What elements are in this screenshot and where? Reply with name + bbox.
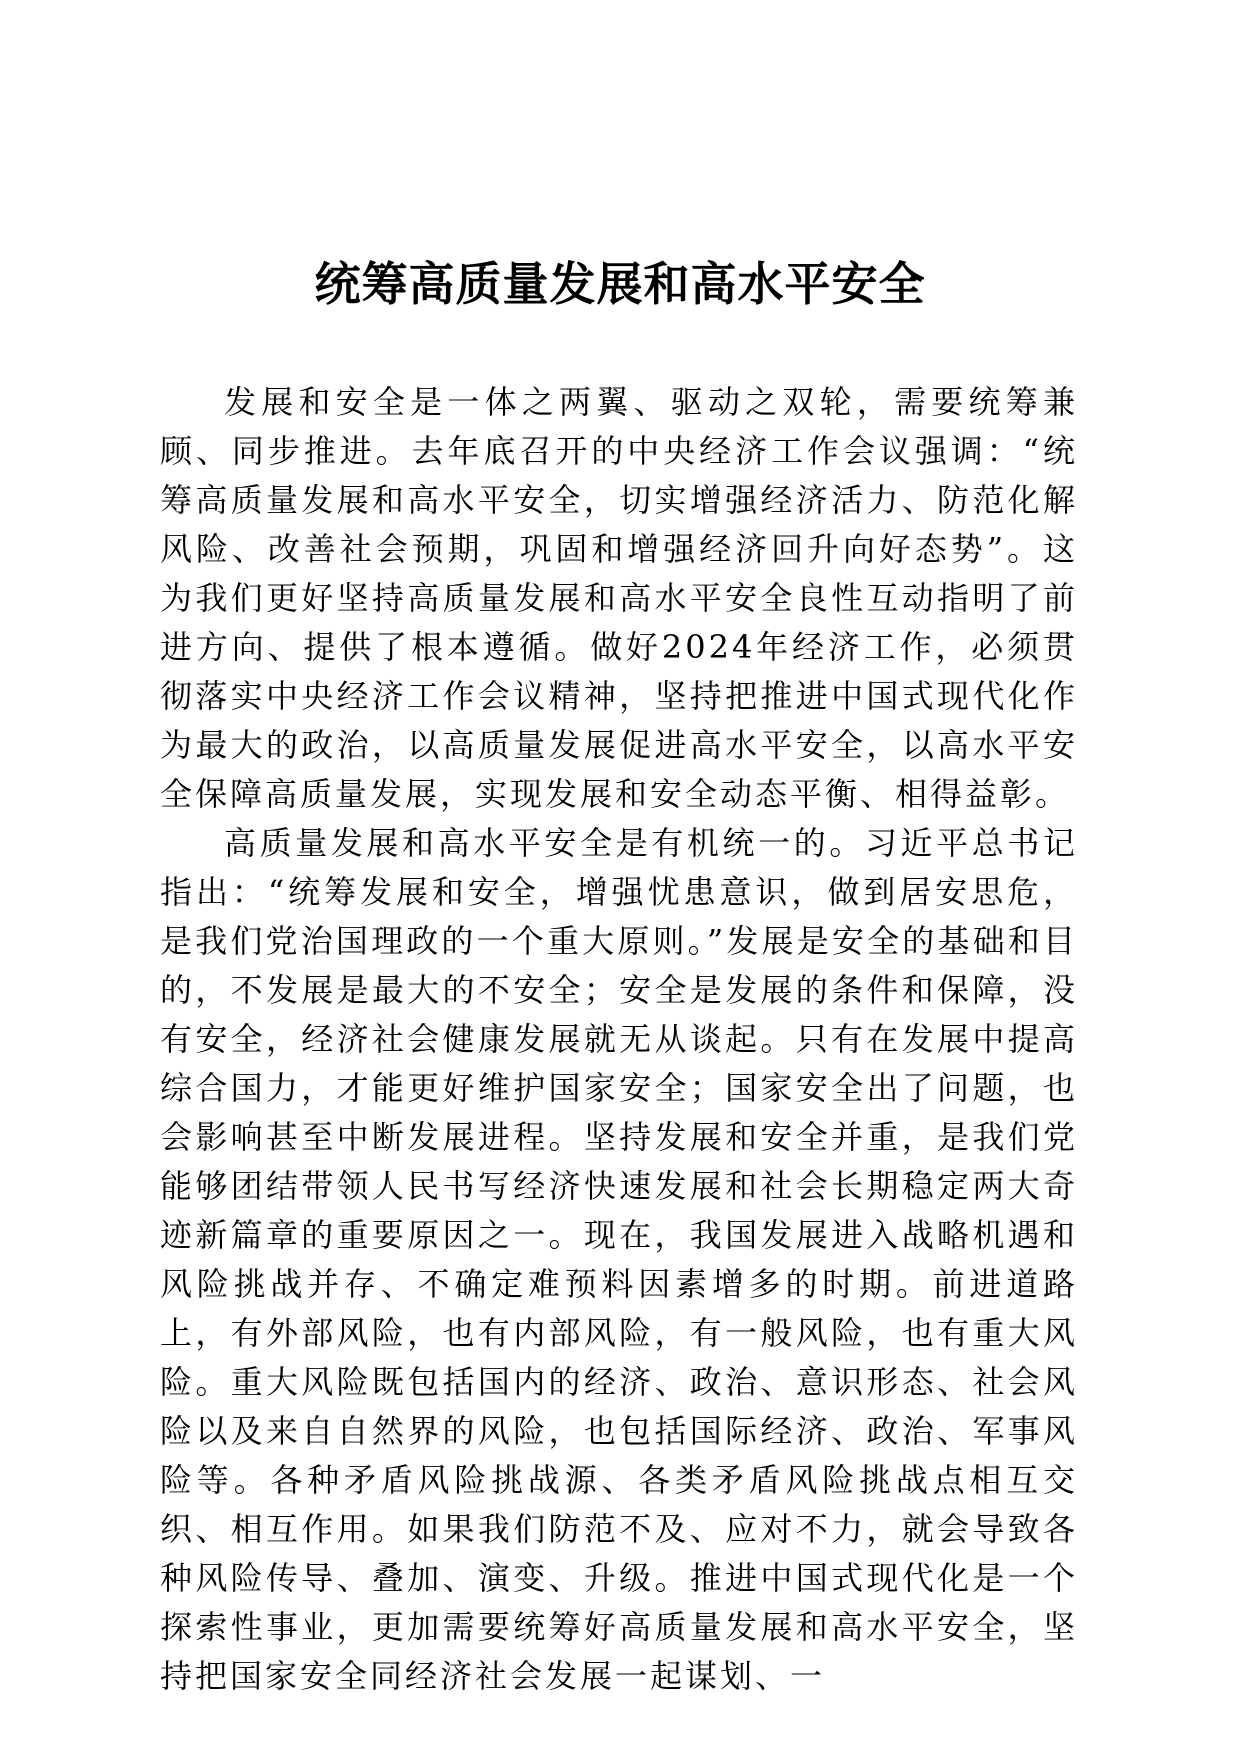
document-title: 统筹高质量发展和高水平安全 [314, 257, 926, 311]
document-body [160, 378, 1078, 1701]
paragraph-2: 高质量发展和高水平安全是有机统一的。习近平总书记指出：“统筹发展和安全，增强忧患意识，做到居安思危，是我们党治国理政的一个重大原则。”发展是安全的基础和目的，不发展是最大的不安全；安全是发展的条件和保障，没有安全，经济社会健康发展就无从谈起。只有在发展中提高综合国力，才能更好维护国家安全；国家安全出了问题，也会影响甚至中断发展进程。坚持发展和安全并重，是我们党能够团结带领人民书写经济快速发展和社会长期稳定两大奇迹新篇章的重要原因之一。现在，我国发展进入战略机遇和风险挑战并存、不确定难预料因素增多的时期。前进道路上，有外部风险，也有内部风险，有一般风险，也有重大风险。重大风险既包括国内的经济、政治、意识形态、社会风险以及来自自然界的风险，也包括国际经济、政治、军事风险等。各种矛盾风险挑战源、各类矛盾风险挑战点相互交织、相互作用。如果我们防范不及、应对不力，就会导致各种风险传导、叠加、演变、升级。推进中国式现代化是一个探索性事业，更加需要统筹好高质量发展和高水平安全，坚持把国家安全同经济社会发展一起谋划、一 [160, 824, 1078, 1695]
paragraph-1: 发展和安全是一体之两翼、驱动之双轮，需要统筹兼顾、同步推进。去年底召开的中央经济工作会议强调：“统筹高质量发展和高水平安全，切实增强经济活力、防范化解风险、改善社会预期，巩固和增强经济回升向好态势”。这为我们更好坚持高质量发展和高水平安全良性互动指明了前进方向、提供了根本遵循。做好2024年经济工作，必须贯彻落实中央经济工作会议精神，坚持把推进中国式现代化作为最大的政治，以高质量发展促进高水平安全，以高水平安全保障高质量发展，实现发展和安全动态平衡、相得益彰。 [160, 383, 1078, 813]
